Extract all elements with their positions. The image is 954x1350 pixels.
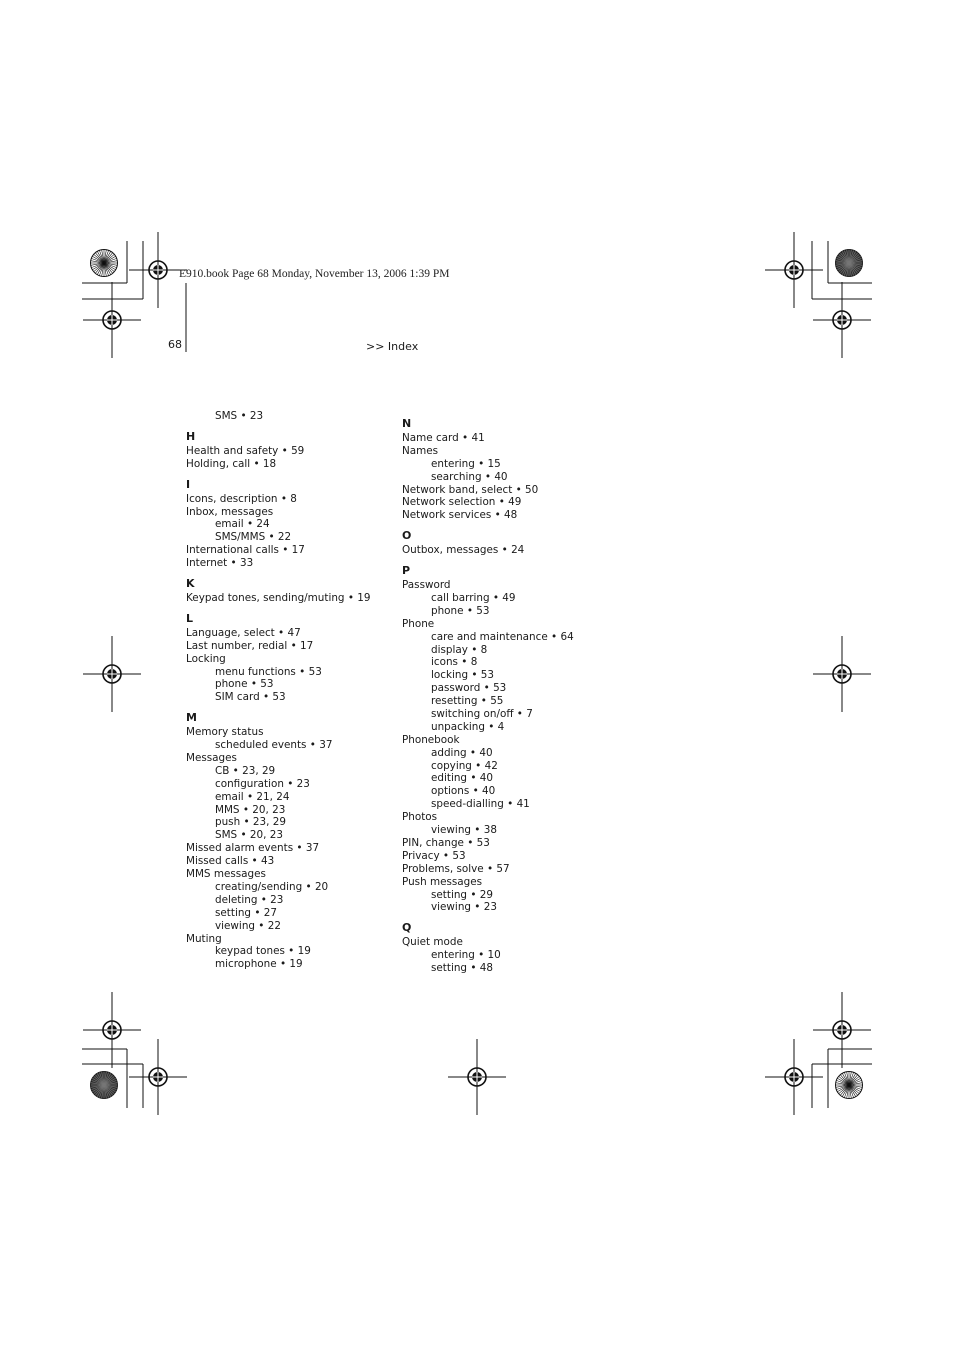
index-subentry: copying • 42 [431,759,498,772]
index-subentry: resetting • 55 [431,695,504,708]
registration-mark [83,282,141,358]
index-subentry: speed-dialling • 41 [431,798,530,811]
index-subentry: SMS • 20, 23 [215,829,283,842]
index-column-left [186,410,391,971]
index-subentry: creating/sending • 20 [215,880,329,893]
star-target-mark [91,250,118,277]
index-subentry: editing • 40 [431,772,493,785]
index-entry: Photos [402,811,438,824]
index-subentry: switching on/off • 7 [431,708,533,721]
index-entry: Push messages [402,875,483,888]
index-subentry: scheduled events • 37 [215,739,333,752]
index-subentry: SIM card • 53 [215,691,286,704]
index-subentry: adding • 40 [431,746,493,759]
index-section-letter: M [186,711,197,725]
running-header: >> Index [366,340,419,353]
index-section-letter: Q [402,921,412,935]
index-subentry: locking • 53 [431,669,494,682]
registration-mark [83,992,141,1068]
index-entry: Phone [402,617,435,630]
index-subentry: entering • 10 [431,949,501,962]
index-subentry: display • 8 [431,643,488,656]
index-entry: Network selection • 49 [402,496,522,509]
index-subentry: deleting • 23 [215,893,284,906]
index-subentry: microphone • 19 [215,958,303,971]
index-subentry: CB • 23, 29 [215,764,276,777]
index-subentry: configuration • 23 [215,777,310,790]
index-subentry: setting • 48 [431,962,493,975]
index-entry: Quiet mode [402,936,463,949]
page-number: 68 [168,338,182,351]
index-entry: Locking [186,652,226,665]
index-entry: Name card • 41 [402,432,485,444]
registration-mark [813,636,871,712]
index-subentry: phone • 53 [215,678,274,691]
index-section-letter: L [186,611,194,625]
index-entry: Outbox, messages • 24 [402,544,525,557]
index-subentry: email • 21, 24 [215,790,290,803]
index-subentry: viewing • 38 [431,824,497,837]
index-section-letter: P [402,564,411,578]
index-entry: Problems, solve • 57 [402,862,510,875]
registration-mark [765,1039,823,1115]
index-subentry: setting • 29 [431,888,493,901]
star-target-mark [91,1072,118,1099]
index-entry: Health and safety • 59 [186,444,305,457]
registration-mark [129,1039,187,1115]
index-entry: Memory status [186,726,264,739]
index-section-letter: I [186,477,191,491]
index-entry: International calls • 17 [186,544,305,557]
index-subentry: call barring • 49 [431,592,516,605]
index-entry: Messages [186,752,237,765]
index-entry: Keypad tones, sending/muting • 19 [186,592,371,605]
index-subentry: SMS • 23 [215,410,264,422]
index-entry: Names [402,444,439,457]
index-section-letter: K [186,577,195,591]
index-subentry: viewing • 22 [215,919,281,932]
star-target-mark [836,250,863,277]
index-subentry: viewing • 23 [431,901,497,914]
index-subentry: password • 53 [431,682,507,695]
index-subentry: MMS • 20, 23 [215,803,286,816]
index-entry: Missed alarm events • 37 [186,842,320,855]
registration-mark [813,282,871,358]
index-subentry: icons • 8 [431,656,478,669]
registration-mark [83,636,141,712]
registration-mark [813,992,871,1068]
index-entry: Icons, description • 8 [186,492,297,505]
index-subentry: unpacking • 4 [431,720,505,733]
index-subentry: phone • 53 [431,604,490,617]
index-entry: Inbox, messages [186,505,274,518]
index-section-letter: O [402,529,412,543]
index-subentry: setting • 27 [215,906,277,919]
index-entry: Last number, redial • 17 [186,639,314,652]
index-entry: Missed calls • 43 [186,855,275,868]
index-entry: Language, select • 47 [186,626,301,639]
index-entry: Password [402,579,451,592]
index-entry: Network services • 48 [402,509,518,522]
index-section-letter: H [186,429,196,443]
registration-mark [765,232,823,308]
index-entry: MMS messages [186,868,266,881]
registration-mark [448,1039,506,1115]
index-subentry: SMS/MMS • 22 [215,531,292,544]
index-entry: Phonebook [402,733,460,746]
index-entry: PIN, change • 53 [402,836,490,849]
index-section-letter: N [402,417,412,430]
index-subentry: menu functions • 53 [215,665,322,678]
index-subentry: searching • 40 [431,470,508,483]
index-subentry: keypad tones • 19 [215,945,311,958]
index-entry: Internet • 33 [186,557,254,570]
index-entry: Muting [186,932,222,945]
index-entry: Network band, select • 50 [402,483,539,496]
print-slug: E910.book Page 68 Monday, November 13, 2006 1:39 PM [179,268,450,280]
index-entry: Privacy • 53 [402,849,466,862]
index-subentry: entering • 15 [431,457,501,470]
index-subentry: care and maintenance • 64 [431,630,574,643]
index-subentry: push • 23, 29 [215,816,286,829]
index-subentry: email • 24 [215,518,270,531]
star-target-mark [836,1072,863,1099]
index-subentry: options • 40 [431,785,496,798]
index-column-right [402,410,632,975]
index-entry: Holding, call • 18 [186,457,277,470]
